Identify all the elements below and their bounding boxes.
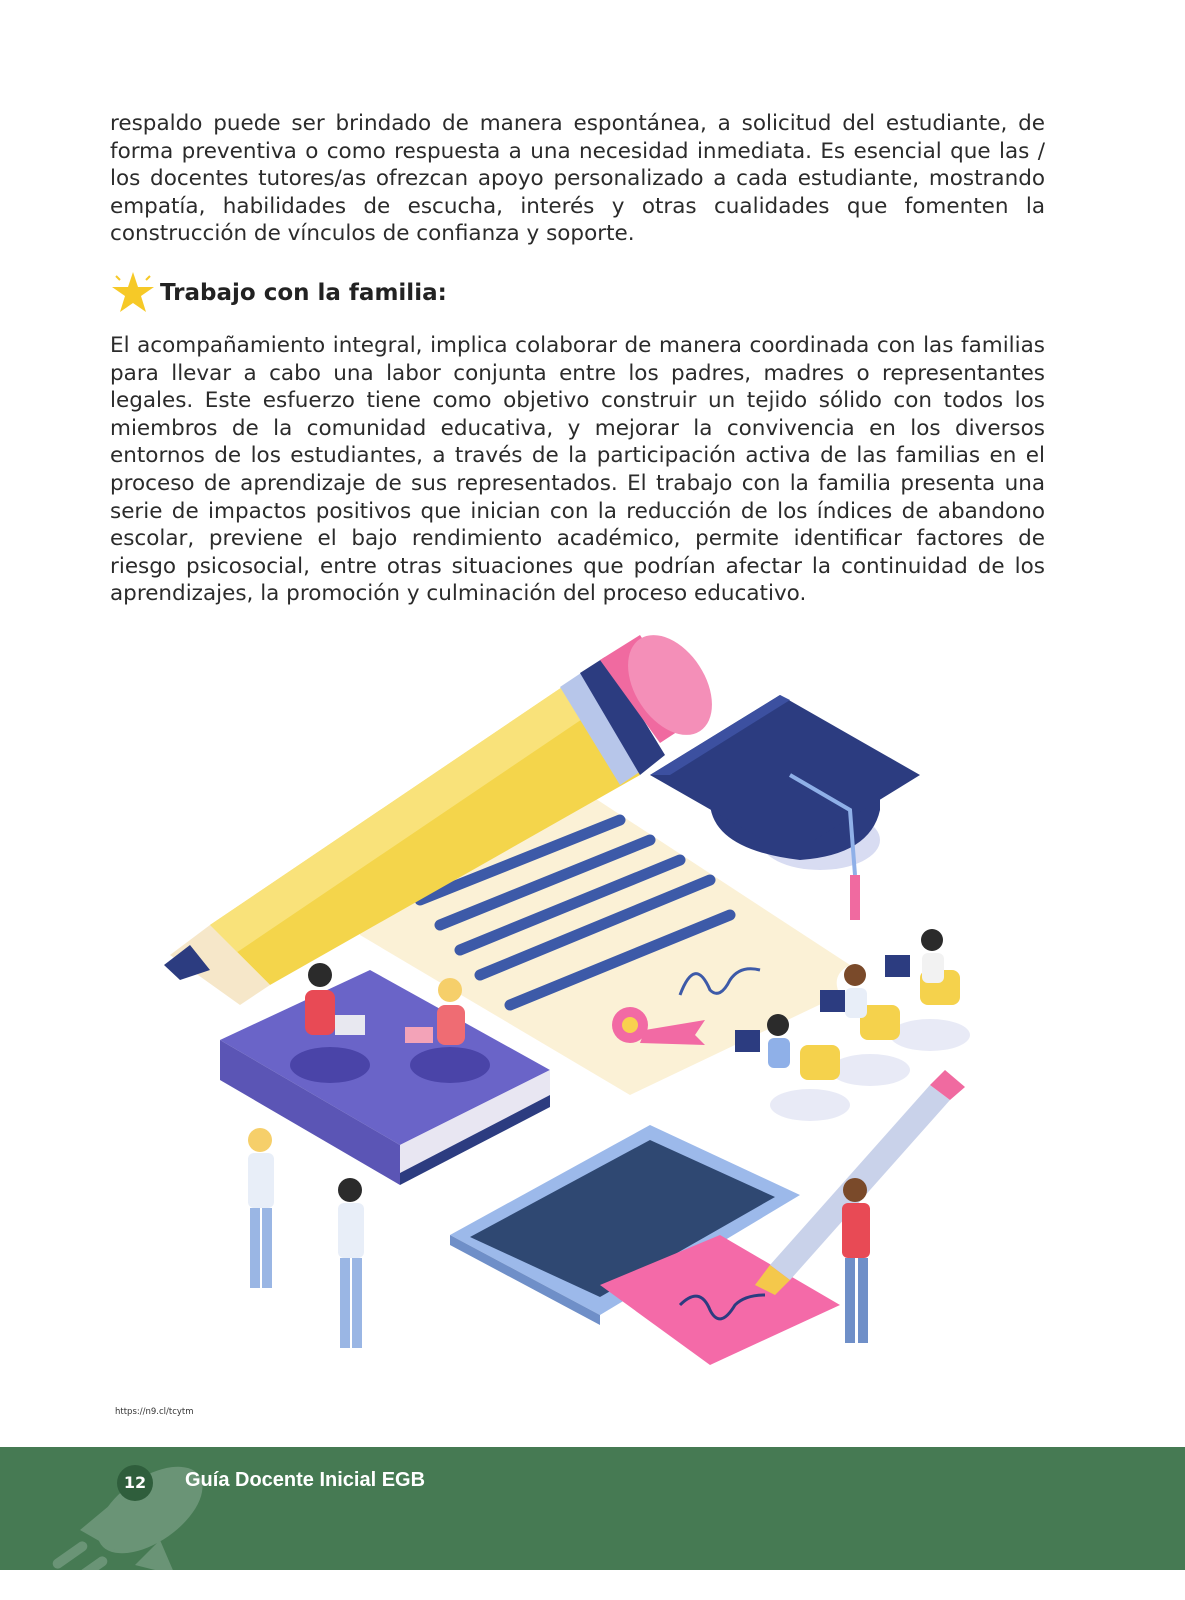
section-heading-row bbox=[108, 268, 447, 318]
star-icon bbox=[108, 268, 158, 318]
section-heading: Trabajo con la familia: bbox=[160, 280, 447, 306]
education-illustration bbox=[150, 625, 1010, 1395]
page-footer bbox=[0, 1447, 1185, 1570]
footer-title: Guía Docente Inicial EGB bbox=[185, 1469, 426, 1491]
page-number: 12 bbox=[117, 1465, 153, 1501]
image-credit: https://n9.cl/tcytm bbox=[115, 1407, 194, 1417]
body-paragraph-1: respaldo puede ser brindado de manera espontánea, a solicitud del estudiante, de forma preventiva o como respuesta a una necesidad inmediata. Es esencial que las / los docentes tutores/as ofrezcan apoyo personalizado a cada estudiante, mostrando empatía, habilidades de escucha, interés y otras cualidades que fomenten la construcción de vínculos de confianza y soporte. bbox=[110, 111, 1045, 247]
body-paragraph-2: El acompañamiento integral, implica colaborar de manera coordinada con las familias para llevar a cabo una labor conjunta entre los padres, madres o representantes legales. Este esfuerzo tiene como objetivo construir un tejido sólido con todos los miembros de la comunidad educativa, y mejorar la convivencia en los diversos entornos de los estudiantes, a través de la participación activa de las familias en el proceso de aprendizaje de sus representados. El trabajo con la familia presenta una serie de impactos positivos que inician con la reducción de los índices de abandono escolar, previene el bajo rendimiento académico, permite identificar factores de riesgo psicosocial, entre otras situaciones que podrían afectar la continuidad de los aprendizajes, la promoción y culminación del proceso educativo. bbox=[110, 333, 1045, 607]
